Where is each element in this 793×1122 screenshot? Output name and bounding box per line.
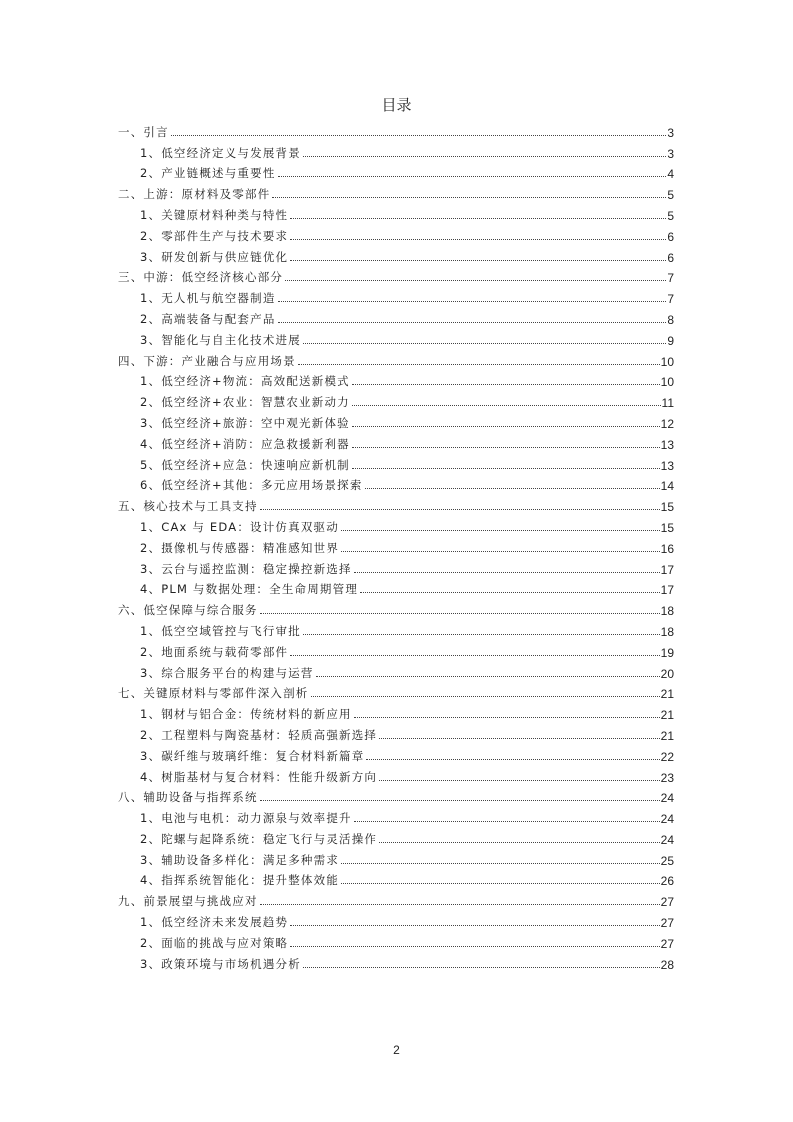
toc-section-entry[interactable]	[118, 639, 674, 660]
toc-entry-label: 1、电池与电机：动力源泉与效率提升	[140, 811, 352, 826]
toc-entry-page: 23	[660, 770, 674, 785]
dot-leader	[260, 799, 660, 801]
toc-entry-page: 20	[660, 666, 674, 681]
dot-leader	[272, 196, 666, 198]
toc-entry-page: 15	[660, 500, 674, 515]
toc-section-entry[interactable]	[118, 618, 674, 639]
toc-entry-page: 24	[660, 791, 674, 806]
toc-entry-label: 5、低空经济+应急：快速响应新机制	[140, 457, 350, 472]
toc-entry-page: 18	[660, 624, 674, 639]
toc-entry-label: 三、中游：低空经济核心部分	[118, 270, 284, 285]
toc-entry-page: 27	[660, 916, 674, 931]
dot-leader	[303, 342, 666, 344]
toc-entry-label: 1、钢材与铝合金：传统材料的新应用	[140, 707, 352, 722]
toc-entry-label: 二、上游：原材料及零部件	[118, 187, 271, 202]
table-of-contents	[118, 119, 674, 972]
dot-leader	[365, 487, 660, 489]
toc-entry-label: 2、低空经济+农业：智慧农业新动力	[140, 395, 350, 410]
toc-entry-page: 24	[660, 812, 674, 827]
toc-title: 目录	[381, 96, 412, 114]
toc-entry-label: 2、产业链概述与重要性	[140, 166, 276, 181]
toc-section-entry[interactable]	[118, 473, 674, 494]
toc-chapter-entry[interactable]	[118, 681, 674, 702]
dot-leader	[171, 134, 667, 136]
toc-chapter-entry[interactable]	[118, 265, 674, 286]
dot-leader	[379, 737, 660, 739]
toc-section-entry[interactable]	[118, 868, 674, 889]
dot-leader	[290, 945, 659, 947]
toc-entry-page: 7	[667, 271, 674, 286]
toc-entry-page: 7	[667, 292, 674, 307]
toc-section-entry[interactable]	[118, 930, 674, 951]
toc-entry-label: 3、辅助设备多样化：满足多种需求	[140, 852, 340, 867]
toc-entry-page: 5	[667, 188, 674, 203]
dot-leader	[354, 820, 660, 822]
toc-entry-label: 3、云台与遥控监测：稳定操控新选择	[140, 561, 352, 576]
toc-section-entry[interactable]	[118, 909, 674, 930]
toc-entry-label: 七、关键原材料与零部件深入剖析	[118, 686, 309, 701]
toc-entry-label: 九、前景展望与挑战应对	[118, 894, 258, 909]
dot-leader	[352, 467, 660, 469]
toc-entry-page: 15	[660, 520, 674, 535]
dot-leader	[354, 571, 660, 573]
toc-entry-label: 八、辅助设备与指挥系统	[118, 790, 258, 805]
toc-entry-page: 13	[660, 458, 674, 473]
toc-entry-page: 19	[660, 645, 674, 660]
dot-leader	[285, 279, 666, 281]
toc-entry-label: 3、研发创新与供应链优化	[140, 249, 289, 264]
toc-section-entry[interactable]	[118, 951, 674, 972]
toc-section-entry[interactable]	[118, 140, 674, 161]
toc-section-entry[interactable]	[118, 514, 674, 535]
toc-entry-page: 25	[660, 853, 674, 868]
toc-entry-label: 1、关键原材料种类与特性	[140, 207, 289, 222]
dot-leader	[290, 654, 659, 656]
toc-entry-label: 五、核心技术与工具支持	[118, 499, 258, 514]
toc-entry-page: 3	[667, 146, 674, 161]
dot-leader	[303, 966, 660, 968]
toc-entry-label: 3、政策环境与市场机遇分析	[140, 956, 301, 971]
toc-entry-label: 4、指挥系统智能化：提升整体效能	[140, 873, 340, 888]
dot-leader	[366, 758, 659, 760]
toc-section-entry[interactable]	[118, 389, 674, 410]
dot-leader	[341, 862, 660, 864]
toc-entry-page: 22	[660, 749, 674, 764]
toc-entry-label: 1、无人机与航空器制造	[140, 291, 276, 306]
dot-leader	[303, 155, 666, 157]
toc-section-entry[interactable]	[118, 556, 674, 577]
dot-leader	[278, 321, 667, 323]
dot-leader	[260, 612, 660, 614]
dot-leader	[341, 550, 660, 552]
toc-entry-page: 17	[660, 583, 674, 598]
toc-entry-label: 1、低空经济定义与发展背景	[140, 145, 301, 160]
dot-leader	[278, 300, 667, 302]
toc-entry-label: 2、零部件生产与技术要求	[140, 228, 289, 243]
dot-leader	[360, 591, 660, 593]
toc-section-entry[interactable]	[118, 223, 674, 244]
dot-leader	[354, 716, 660, 718]
toc-entry-label: 2、工程塑料与陶瓷基材：轻质高强新选择	[140, 727, 378, 742]
toc-entry-label: 六、低空保障与综合服务	[118, 603, 258, 618]
toc-entry-label: 1、低空经济未来发展趋势	[140, 915, 289, 930]
toc-chapter-entry[interactable]	[118, 785, 674, 806]
toc-entry-page: 17	[660, 562, 674, 577]
toc-chapter-entry[interactable]	[118, 888, 674, 909]
dot-leader	[298, 363, 660, 365]
toc-entry-label: 1、CAx 与 EDA：设计仿真双驱动	[140, 519, 339, 534]
toc-section-entry[interactable]	[118, 743, 674, 764]
toc-section-entry[interactable]	[118, 764, 674, 785]
toc-entry-page: 21	[660, 687, 674, 702]
toc-entry-page: 4	[667, 167, 674, 182]
toc-section-entry[interactable]	[118, 285, 674, 306]
dot-leader	[352, 383, 660, 385]
toc-entry-page: 8	[667, 312, 674, 327]
toc-section-entry[interactable]	[118, 826, 674, 847]
dot-leader	[260, 508, 660, 510]
toc-entry-page: 9	[667, 333, 674, 348]
toc-chapter-entry[interactable]	[118, 597, 674, 618]
toc-entry-page: 21	[660, 728, 674, 743]
dot-leader	[260, 903, 660, 905]
dot-leader	[352, 425, 660, 427]
toc-entry-label: 2、地面系统与载荷零部件	[140, 644, 289, 659]
toc-entry-label: 3、智能化与自主化技术进展	[140, 332, 301, 347]
toc-section-entry[interactable]	[118, 369, 674, 390]
toc-entry-page: 24	[660, 832, 674, 847]
toc-section-entry[interactable]	[118, 805, 674, 826]
toc-entry-label: 2、面临的挑战与应对策略	[140, 935, 289, 950]
toc-entry-page: 5	[667, 208, 674, 223]
toc-entry-label: 1、低空经济+物流：高效配送新模式	[140, 374, 350, 389]
dot-leader	[290, 259, 666, 261]
dot-leader	[316, 675, 660, 677]
toc-entry-page: 3	[667, 125, 674, 140]
toc-chapter-entry[interactable]	[118, 348, 674, 369]
page-number: 2	[393, 1043, 400, 1057]
dot-leader	[352, 404, 661, 406]
toc-entry-page: 16	[660, 541, 674, 556]
toc-chapter-entry[interactable]	[118, 119, 674, 140]
toc-section-entry[interactable]	[118, 660, 674, 681]
dot-leader	[341, 882, 660, 884]
toc-entry-label: 3、低空经济+旅游：空中观光新体验	[140, 415, 350, 430]
toc-chapter-entry[interactable]	[118, 181, 674, 202]
toc-entry-page: 27	[660, 895, 674, 910]
dot-leader	[303, 633, 660, 635]
toc-entry-label: 四、下游：产业融合与应用场景	[118, 353, 296, 368]
toc-entry-page: 13	[660, 437, 674, 452]
toc-section-entry[interactable]	[118, 202, 674, 223]
toc-entry-label: 2、高端装备与配套产品	[140, 311, 276, 326]
toc-section-entry[interactable]	[118, 701, 674, 722]
toc-section-entry[interactable]	[118, 722, 674, 743]
toc-entry-page: 12	[660, 416, 674, 431]
toc-entry-label: 2、陀螺与起降系统：稳定飞行与灵活操作	[140, 831, 378, 846]
toc-entry-label: 4、树脂基材与复合材料：性能升级新方向	[140, 769, 378, 784]
toc-section-entry[interactable]	[118, 244, 674, 265]
toc-entry-page: 14	[660, 479, 674, 494]
toc-entry-label: 1、低空空域管控与飞行审批	[140, 623, 301, 638]
dot-leader	[290, 217, 666, 219]
toc-entry-page: 21	[660, 708, 674, 723]
toc-section-entry[interactable]	[118, 306, 674, 327]
toc-chapter-entry[interactable]	[118, 493, 674, 514]
toc-entry-page: 6	[667, 250, 674, 265]
dot-leader	[290, 924, 659, 926]
toc-entry-page: 6	[667, 229, 674, 244]
dot-leader	[352, 446, 660, 448]
dot-leader	[311, 695, 660, 697]
toc-entry-page: 27	[660, 936, 674, 951]
dot-leader	[278, 175, 667, 177]
toc-entry-label: 3、综合服务平台的构建与运营	[140, 665, 314, 680]
toc-section-entry[interactable]	[118, 410, 674, 431]
toc-section-entry[interactable]	[118, 161, 674, 182]
toc-entry-page: 10	[660, 375, 674, 390]
toc-entry-page: 10	[660, 354, 674, 369]
toc-section-entry[interactable]	[118, 327, 674, 348]
toc-section-entry[interactable]	[118, 535, 674, 556]
toc-entry-label: 3、碳纤维与玻璃纤维：复合材料新篇章	[140, 748, 365, 763]
toc-entry-label: 2、摄像机与传感器：精准感知世界	[140, 540, 340, 555]
toc-entry-page: 18	[660, 604, 674, 619]
dot-leader	[379, 841, 660, 843]
toc-section-entry[interactable]	[118, 847, 674, 868]
toc-entry-page: 11	[661, 396, 674, 411]
dot-leader	[290, 238, 666, 240]
toc-section-entry[interactable]	[118, 431, 674, 452]
toc-entry-label: 一、引言	[118, 124, 169, 139]
toc-entry-page: 28	[660, 957, 674, 972]
toc-entry-label: 4、PLM 与数据处理：全生命周期管理	[140, 582, 359, 597]
toc-section-entry[interactable]	[118, 452, 674, 473]
dot-leader	[341, 529, 660, 531]
dot-leader	[379, 779, 660, 781]
toc-entry-label: 6、低空经济+其他：多元应用场景探索	[140, 478, 363, 493]
toc-entry-label: 4、低空经济+消防：应急救援新利器	[140, 436, 350, 451]
toc-entry-page: 26	[660, 874, 674, 889]
toc-section-entry[interactable]	[118, 577, 674, 598]
